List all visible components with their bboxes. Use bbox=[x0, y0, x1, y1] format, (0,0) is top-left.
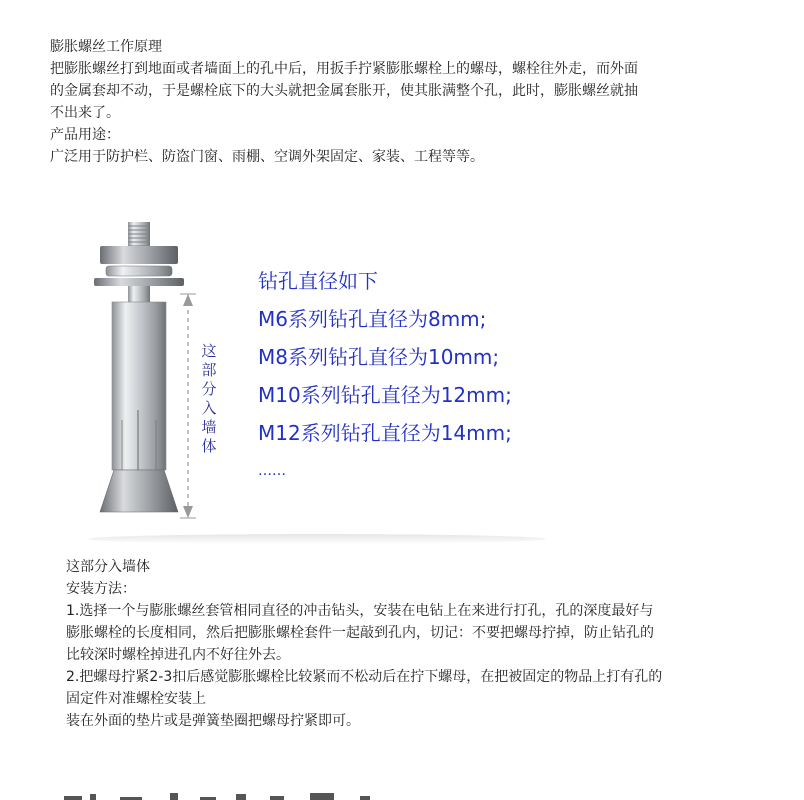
install-caption: 这部分入墙体 bbox=[66, 559, 150, 575]
intro-title: 膨胀螺丝工作原理 bbox=[50, 39, 162, 55]
hex-nut bbox=[100, 246, 178, 264]
intro-section bbox=[50, 36, 770, 168]
intro-line: 把膨胀螺丝打到地面或者墙面上的孔中后，用扳手拧紧膨胀螺栓上的螺母，螺栓往外走，而外面 bbox=[50, 61, 638, 77]
install-step-2: 2.把螺母拧紧2-3扣后感觉膨胀螺栓比较紧而不松动后在拧下螺母，在把被固定的物品上打有孔的 bbox=[66, 669, 663, 685]
card-shadow bbox=[88, 534, 546, 544]
spring-washer bbox=[106, 266, 172, 276]
drill-spec-list bbox=[258, 262, 512, 490]
cone-head bbox=[100, 470, 178, 512]
intro-line: 的金属套却不动，于是螺栓底下的大头就把金属套胀开，使其胀满整个孔，此时，膨胀螺丝就抽 bbox=[50, 83, 638, 99]
spec-m8: M8系列钻孔直径为10mm; bbox=[258, 345, 500, 369]
install-section bbox=[66, 556, 786, 732]
spec-m12: M12系列钻孔直径为14mm; bbox=[258, 421, 512, 445]
flat-washer bbox=[94, 278, 184, 286]
spec-m10: M10系列钻孔直径为12mm; bbox=[258, 383, 512, 407]
install-heading: 安装方法： bbox=[66, 581, 136, 597]
install-step-2-cont: 固定件对准螺栓安装上 bbox=[66, 691, 206, 707]
install-step-1: 1.选择一个与膨胀螺丝套管相同直径的冲击钻头，安装在电钻上在来进行打孔，孔的深度最好与 bbox=[66, 603, 654, 619]
spec-heading: 钻孔直径如下 bbox=[258, 269, 378, 293]
install-step-2-cont: 装在外面的垫片或是弹簧垫圈把螺母拧紧即可。 bbox=[66, 713, 360, 729]
usage-heading: 产品用途： bbox=[50, 127, 120, 143]
wall-portion-label: 这 部 分 入 墙 体 bbox=[201, 342, 217, 455]
intro-line: 不出来了。 bbox=[50, 105, 120, 121]
install-step-1-cont: 比较深时螺栓掉进孔内不好往外去。 bbox=[66, 647, 290, 663]
spec-m6: M6系列钻孔直径为8mm; bbox=[258, 307, 487, 331]
expansion-sleeve bbox=[112, 302, 166, 470]
wall-depth-indicator bbox=[180, 294, 196, 518]
cutoff-text-fragment bbox=[60, 788, 390, 800]
spec-ellipsis: …… bbox=[258, 463, 286, 479]
install-step-1-cont: 膨胀螺栓的长度相同，然后把膨胀螺栓套件一起敲到孔内，切记：不要把螺母拧掉，防止钻孔的 bbox=[66, 625, 654, 641]
usage-text: 广泛用于防护栏、防盗门窗、雨棚、空调外架固定、家装、工程等等。 bbox=[50, 149, 484, 165]
